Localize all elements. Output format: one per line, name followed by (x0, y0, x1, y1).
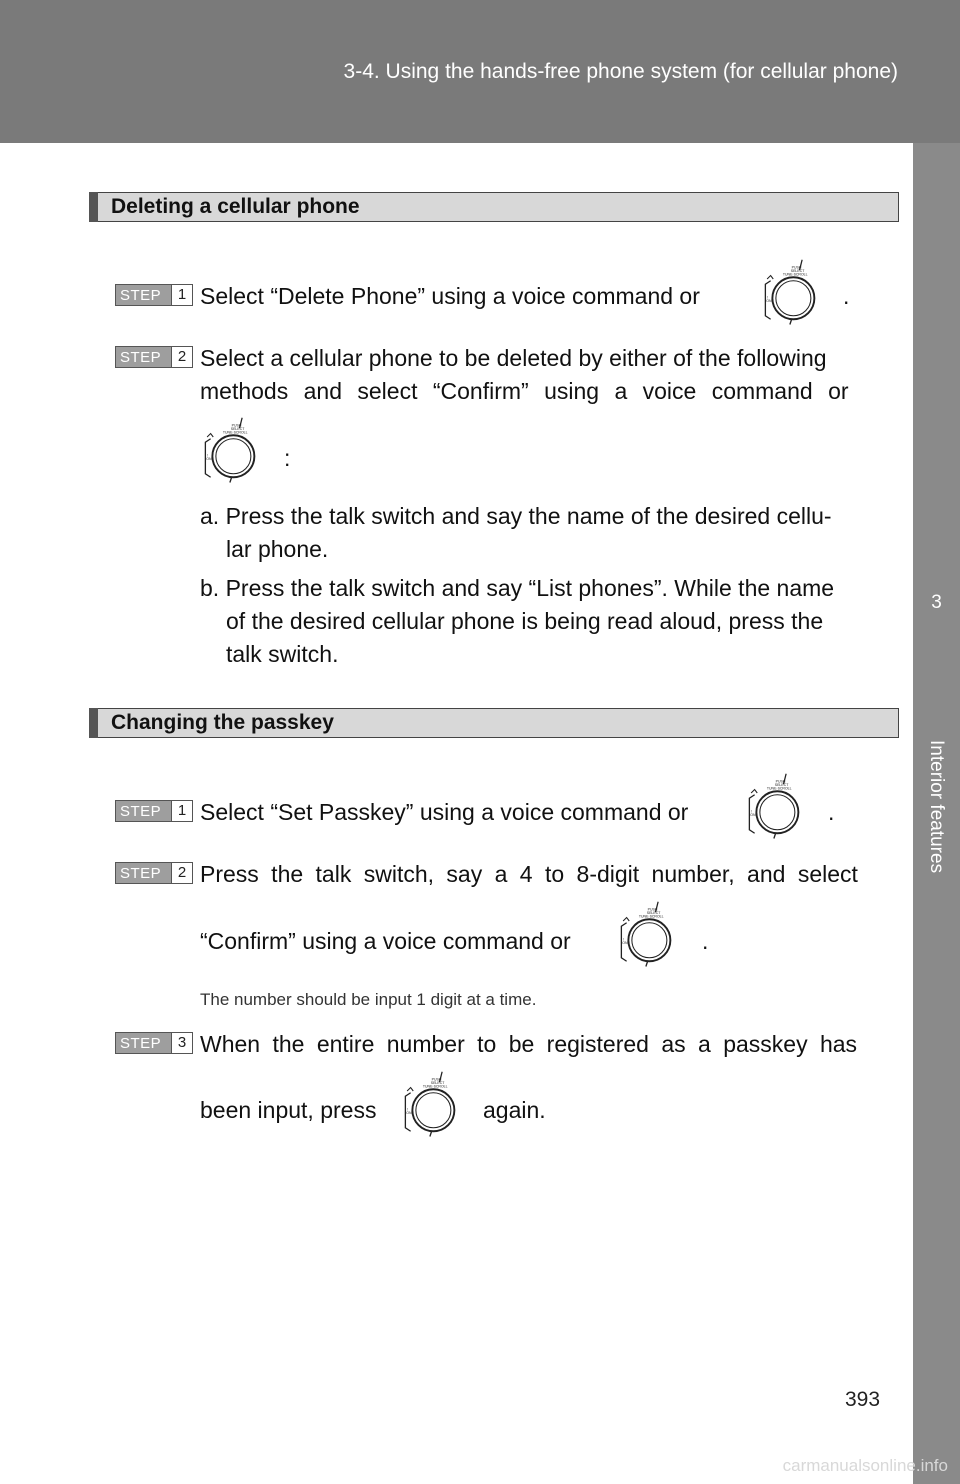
step-badge: STEP 1 (115, 800, 193, 822)
step-note: The number should be input 1 digit at a time. (200, 990, 537, 1009)
list-item-b: b. Press the talk switch and say “List phones”. While the name (200, 575, 835, 601)
side-tab-chapter (913, 550, 960, 686)
tune-scroll-knob-icon (398, 1070, 460, 1140)
section-title: Changing the passkey (111, 711, 334, 734)
step-badge: STEP 3 (115, 1032, 193, 1054)
page-number: 393 (845, 1388, 881, 1411)
step-badge: STEP 2 (115, 346, 193, 368)
section-header-passkey (89, 708, 899, 738)
step-text: Select “Set Passkey” using a voice command or (200, 799, 689, 825)
tune-scroll-knob-icon (742, 772, 804, 842)
section-title: Deleting a cellular phone (111, 195, 360, 218)
step-text-end: : (284, 445, 291, 471)
step-text: “Confirm” using a voice command or (200, 928, 571, 954)
step-text: methods and select “Confirm” using a voice command or (200, 378, 849, 404)
tune-scroll-knob-icon (614, 900, 676, 970)
step-text: Select “Delete Phone” using a voice command or (200, 283, 700, 309)
step-text-end: . (702, 928, 709, 954)
list-item-b-cont: of the desired cellular phone is being read aloud, press the (226, 608, 824, 634)
step-text: When the entire number to be registered as a passkey has (200, 1031, 858, 1057)
side-tab-label: Interior features (926, 740, 947, 874)
section-header-deleting (89, 192, 899, 222)
tune-scroll-knob-icon (758, 258, 820, 328)
step-text-end: . (828, 799, 835, 825)
step-badge: STEP 2 (115, 862, 193, 884)
step-text: Press the talk switch, say a 4 to 8-digit number, and select (200, 861, 858, 887)
page-header (0, 0, 960, 143)
tune-scroll-knob-icon (198, 416, 260, 486)
step-text-end: again. (483, 1097, 546, 1123)
step-text-end: . (843, 283, 850, 309)
step-text: been input, press (200, 1097, 377, 1123)
side-tab-number: 3 (931, 592, 942, 613)
list-item-a-cont: lar phone. (226, 536, 329, 562)
header-title: 3-4. Using the hands-free phone system (for cellular phone) (343, 60, 898, 83)
list-item-b-cont: talk switch. (226, 641, 339, 667)
list-item-a: a. Press the talk switch and say the name of the desired cellu- (200, 503, 832, 529)
side-tab-strip (913, 143, 960, 550)
step-badge: STEP 1 (115, 284, 193, 306)
step-text: Select a cellular phone to be deleted by either of the following (200, 345, 827, 371)
watermark: carmanualsonline.info (782, 1456, 948, 1475)
